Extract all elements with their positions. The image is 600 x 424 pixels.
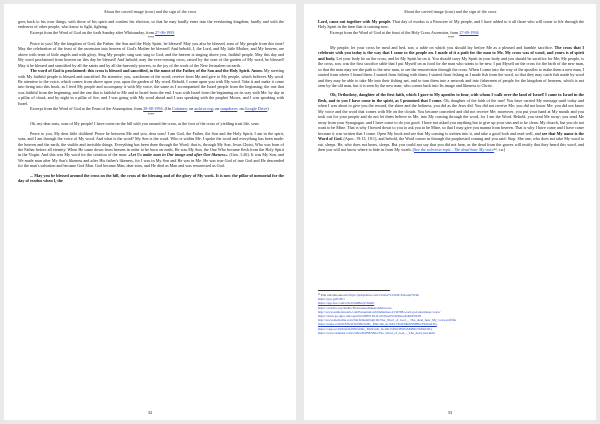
text: My meeting with My faithful people is blessed and sanctified. Be attentive, you, watchmen of the word; receive from Me and give to My people, which believes My word. Be attentive to the voice, which comes from above upon you, upon the garden of My word. Behold, I come upon you with My word. Take it and make it come into being into this book, as I feed My people and accompany it with My voice, the same as I accompanied the Israel people from the beginning; the one that was faithful from the beginning, and the one that is faithful to Me and to Israel from the end. I was with Israel from the beginning on its way with Me: by day in a pillar of cloud, and by night in a pillar of fire, and I was going with My word ahead and I was speaking with the prophet Moses, and I was speaking with Israel. (18, 68, 284, 106)
google-drive-link[interactable]: Google Drive (244, 106, 268, 112)
topic-link[interactable]: See the selection topic . The dead hear My voice (414, 146, 495, 152)
bold-text: Lord, came out together with My people. (318, 19, 392, 24)
bold-text: see that My name is the Word of God. (318, 130, 584, 142)
page-left (4, 4, 296, 420)
footnote-link[interactable]: https://onga.so/0182ef2kf3Ek5xMo_Ma9rcnK_m-XK15Yu0c8MStSMBhvT0ZhiOTrq (318, 326, 433, 331)
source-text: ; on (186, 106, 195, 112)
paragraph (318, 92, 584, 152)
body-text (18, 19, 284, 184)
running-header: About the carved image (icon) and the sign of the cross (403, 9, 497, 14)
paragraph (318, 45, 584, 89)
footnote-rule (318, 290, 390, 291)
calameo-link[interactable]: Calameo (172, 106, 187, 112)
text: ¹², r.n.) (494, 146, 506, 152)
archive-link[interactable]: archive.org (194, 106, 213, 112)
text: Let your body be on the cross, and let My Spirit be on it. You should carry My Spirit in your body and you should be sacrifice for Me; My people, is the cross, son, was the first sacrifice table that I put Myself on as food for the man who wants to be new. I put Myself on the cross for the birth of the new man, so that the man may see the path to the new man, to see the resurrection through the cross. When I came into the way of the apostles to make them a new man, I started from where I found them. I started from fishing with them; I started from fishing as I made fish from the word, so that they may catch fish made by word and they may be able to take Me into their fishing net, and to turn them into a network and into fishermen of people for the kingdom of heavens, which is not seen by the old man, but it is seen by the new man, who comes back into Its image and likeness to Christ. (318, 55, 585, 88)
paragraph (18, 68, 284, 106)
footnote-text: You can also see on: (319, 293, 349, 297)
date-link[interactable]: 27-09-1994 (459, 29, 479, 35)
text: Oh, daughter of the faith of the true! You have carried My message until today and when I was about to give you the reward, the shine and the holiness, you did as the Jews did. You did not receive Me; you did not know Me: you did not know My voice and the word that comes with Me on the clouds. You became conceited and did not receive Me; moreover, you put your hand at My mouth and you took out for your people and do not let them believe in Me, into My coming through the word, for I am the Word. Behold, you send Me away; you send Me away from your Synagogue, and I have come to do you good. I have not asked you anything but to give up your sins and to be clean. My church, but you do not want to be Mine. That is why I bowed down to you to ask you to be Mine, so that I may give you manna from heaven. That is why I have come and I have come because it was written that I come. Open My book and see that My coming is written into it, and take a good look and read well, and (318, 97, 584, 136)
source-text: Excerpt from the Word of God at the feast of the Holy Cross Ascension, from (330, 29, 460, 35)
footnotes (318, 290, 584, 335)
paragraph: goes back to his own things, with those of his spirit and crushes his election, so that he may hardly enter into the everlasting kingdom; hardly and with the endeavor of other people, who know to fight, fighting. (18, 19, 284, 30)
footnote-link[interactable]: http://www.authorstream.com/Presentation/blindsumea-4134788-word-god-dead-hear-voice/ (318, 309, 441, 314)
page-number: 33 (447, 410, 453, 415)
footnote-marker: ¹² (318, 293, 320, 297)
bold-text: Oh, Orthodoxy, daughter of the first faith, which I gave to My apostles to bear, with whom I walk over the land of Israel! I came to Israel in the flesh, and to you I have come in the spirit, as I promised that I come. (318, 92, 584, 103)
footnote-link[interactable]: http://www.mediafire.com/file/6rbkdz0rdg10n/The_Word_of_God_-_The_dead_hear_My_voice.pdf/file (318, 318, 457, 323)
source-text: ; on (237, 106, 245, 112)
text: Peace to you, My dear little children! Peace be between Me and you, dear sons! I am God, the Father, the Son and the Holy Spirit; I am in the spirit, sons, and I am through the voice of My word. And what is the word? My Son is the word. Who is within Me. I spoke the word and everything has been made: the heaven and the earth, the visible and invisible things. Everything has been done through the Word, that is, through My Son, Jesus Christ, Who was born of the Father before all eternity. When He came down from heaven in order to be born on earth, He was My Son, the One Who became flesh from the Holy Spirit in the Virgin. And this was My word for the creation of the man: (18, 130, 284, 158)
date-link[interactable]: 27-06-1993 (155, 29, 175, 35)
text: My people, let your cross be meal and bed, son; a table on which you should lay before Me as a pleased and humble sacrifice. (330, 44, 555, 50)
footnote-list (318, 293, 584, 335)
paragraph: ... May you be blessed around the cross on the hill, the cross of the blessing and of the glory of My work. It is now the pillar of memorial for the day of exodus when I, the (18, 172, 284, 184)
footnote-link[interactable]: https://archive.org/details/ThatwedeadishearoMstsvoice (318, 305, 392, 310)
separator: *** (147, 35, 155, 41)
bold-text: The cross that I celebrate with you today is the way that I came to the people on. I made of it a path for the man to Me. My cross was of wood, and yours is of spirit and body. (318, 44, 584, 61)
date-link[interactable]: 28-08-1994 (143, 106, 163, 112)
source-text: ; on (212, 106, 221, 112)
text: (Gen. 1:26). It was My Son, and We made man after My Son's likeness and after His father's likeness, for I was in My Son and He was in Me. He was true God of true God and He descended for the man's salvation and became God Man. God became Man, dear sons, and He died as Man and was resurrected as God. (18, 152, 284, 169)
quote-text: «Let Us make man in Our image and after Our likeness». (128, 152, 229, 158)
source-text: Excerpt from the Word of God on the forth Sunday after Whitsunday, from (30, 29, 156, 35)
body-text (318, 19, 584, 152)
running-header: About the carved image (icon) and the sign of the cross (103, 9, 197, 14)
excerpt-source (18, 106, 284, 111)
text: (Apoc. 19:13, 18:1), and behold, the Word comes in through the prophesied coming and you said: Stop. She one, who does not take My word to eat, sleeps. He, who does not hears, sleeps. But you could not say that you did not hear, as the dead from the graves will testify that they heard this word, and then you will not know where to hide in from My wrath. ( (318, 136, 584, 152)
footnote-link[interactable]: https://goo.gl/fG8Cr (318, 297, 345, 302)
paragraph (18, 131, 284, 169)
page-number: 32 (147, 410, 153, 415)
paragraph: Peace to you! My the kingdom of God, the Father, the Son and the Holy Spirit, be blessed! May you also be blessed, sons of My people from this time! May the celebration of the feast of the ascension into heaven of God's Mother be blessed! And behold, I, the Lord, and My little Mother, and My heaven, are above with tents of little angels and with glory. Sing My people; sing son; sing to God; and the heaven is singing above you, faithful people. May this day and My word proclaimed from heaven on this day be blessed! And behold, may the ever-coming cross, raised by the sons of the garden of My word, be blessed! May it be blessed and sanctified by all the saints and by all the heavenly powers, to the joy of the work of the New Jerusalem on earth. (18, 40, 284, 68)
footnote-link[interactable]: https://drive.google.com/open?id=0B0Y3lx1LuW9weLVOZ0ntwdbRZE9LTE (318, 314, 422, 319)
separator: *** (447, 35, 455, 41)
source-text: . (On (162, 106, 173, 112)
paragraph: Oh, my dear sons, sons of My people! I have come on the hill with you around the cross, at the foot of the cross of yielding trust life, sons. (30, 121, 260, 127)
bold-text: The word of God is proclaimed: this cross is blessed and sanctified, in the name of the Father, of the Son and the Holy Spirit. Amen. (30, 68, 263, 74)
source-text: Excerpt from the Word of God at the Feast of the Assumption, from (30, 106, 144, 112)
footnote-line (318, 331, 584, 335)
footnote-link[interactable]: https://jumpshare.com/v/kuGZV22Z0LXbGqm7W4b (348, 293, 420, 297)
text: That day of exodus is a Passover of My people, and I have added to it all those who will come to life through the Holy Spirit in the time that is coming now. (318, 19, 584, 30)
footnote-link[interactable]: https://app.box.com/s/9c2r5n9Bu2yvfla6fr (318, 301, 375, 306)
page-right (304, 4, 596, 420)
footnote-link[interactable]: https://issuu.com/0183f2xf2kf3Ek5xMo_M9rcnK_m-XK15Yu0c8MStSMBhvT0ZhiOTrq (318, 322, 437, 327)
paragraph (318, 19, 584, 30)
separator: *** (147, 111, 155, 117)
sunpdrave-link[interactable]: sunpdrave (220, 106, 238, 112)
source-text: ) (267, 106, 269, 112)
footnote-link[interactable]: https://www.4shared.com/s/rfKsr8z0NE5Baa/The_Word_of_God_-_The_dead_hea.html (318, 330, 435, 335)
